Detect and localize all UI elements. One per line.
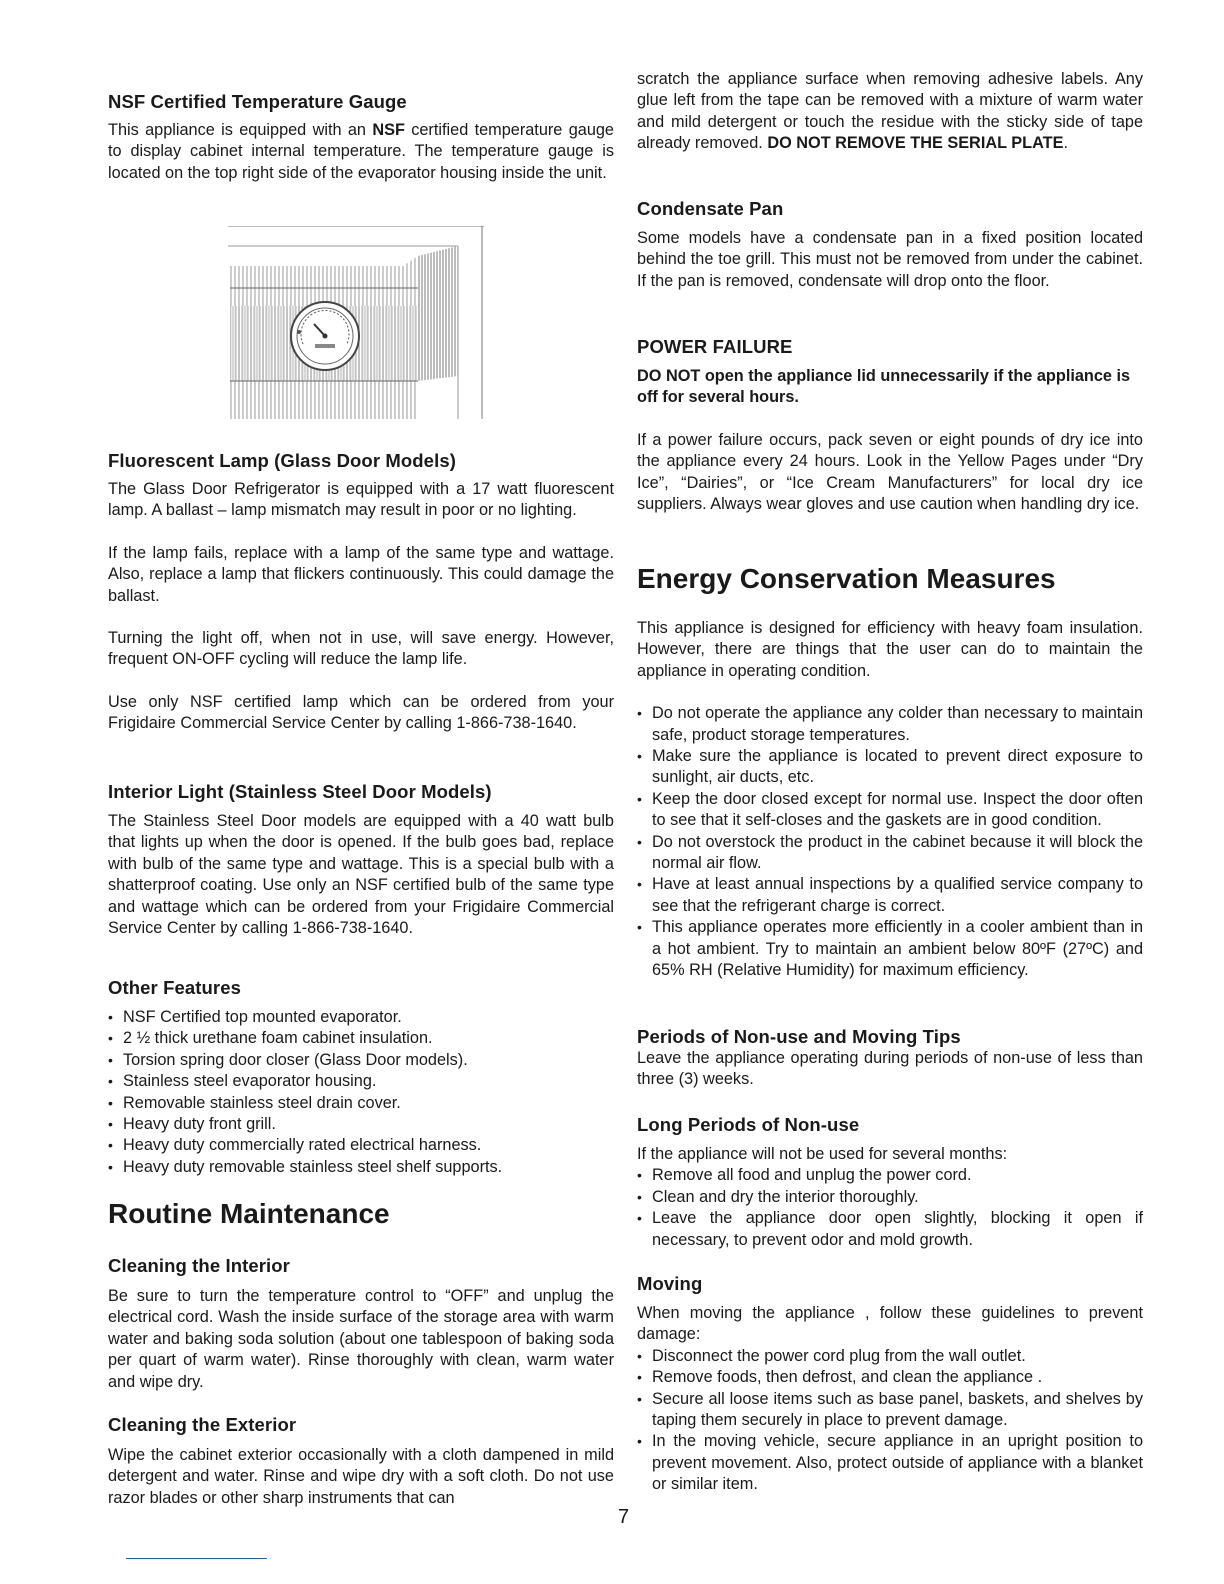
energy-section bbox=[637, 562, 1143, 982]
list-item: • Make sure the appliance is located to prevent direct exposure to sunlight, air ducts, etc. bbox=[637, 746, 1143, 789]
continued-paragraph: scratch the appliance surface when removing adhesive labels. Any glue left from the tape can be removed with a mixture of warm water and mild detergent or touch the residue with the sticky side of tape already removed. DO NOT REMOVE THE SERIAL PLATE. bbox=[637, 70, 1143, 153]
long-periods-list bbox=[637, 1165, 1143, 1251]
routine-maintenance-heading: Routine Maintenance bbox=[108, 1198, 390, 1229]
list-item: • Remove foods, then defrost, and clean the appliance . bbox=[637, 1367, 1143, 1388]
cleaning-exterior-paragraph: Wipe the cabinet exterior occasionally with a cloth dampened in mild detergent and water. Rinse and wipe dry with a soft cloth. Do not use razor blades or other sharp instruments that can bbox=[108, 1446, 614, 1507]
fluorescent-paragraph-4: Use only NSF certified lamp which can be ordered from your Frigidaire Commercial Service Center by calling 1-866-738-1640. bbox=[108, 692, 614, 733]
interior-light-heading: Interior Light (Stainless Steel Door Models) bbox=[108, 781, 492, 802]
power-failure-heading: POWER FAILURE bbox=[637, 336, 793, 357]
list-item: • This appliance operates more efficiently in a cooler ambient than in a hot ambient. Try to maintain an ambient below 80ºF (27ºC) and 65% RH (Relative Humidity) for maximum efficiency. bbox=[637, 917, 1143, 981]
condensate-heading: Condensate Pan bbox=[637, 198, 784, 219]
cleaning-exterior-heading: Cleaning the Exterior bbox=[108, 1414, 297, 1435]
other-features-list bbox=[108, 1007, 614, 1178]
list-item: • Heavy duty commercially rated electrical harness. bbox=[108, 1135, 614, 1156]
footer-divider bbox=[126, 1558, 267, 1559]
fluorescent-paragraph-1: The Glass Door Refrigerator is equipped with a 17 watt fluorescent lamp. A ballast – lamp mismatch may result in poor or no lighting. bbox=[108, 480, 614, 520]
list-item: • Clean and dry the interior thoroughly. bbox=[637, 1187, 1143, 1208]
list-item: • 2 ½ thick urethane foam cabinet insulation. bbox=[108, 1028, 614, 1049]
list-item: • Removable stainless steel drain cover. bbox=[108, 1093, 614, 1114]
cleaning-exterior-section bbox=[108, 1413, 614, 1509]
power-failure-warning: DO NOT open the appliance lid unnecessarily if the appliance is off for several hours. bbox=[637, 367, 1131, 407]
interior-light-paragraph: The Stainless Steel Door models are equipped with a 40 watt bulb that lights up when the door is opened. If the bulb goes bad, replace with bulb of the same type and wattage. This is a special bulb with a shatterproof coating. Use only an NSF certified bulb of the same type and wattage which can be ordered from your Frigidaire Commercial Service Center by calling 1-866-738-1640. bbox=[108, 812, 614, 938]
condensate-paragraph: Some models have a condensate pan in a fixed position located behind the toe grill. This must not be removed from under the cabinet. If the pan is removed, condensate will drop onto the floor. bbox=[637, 229, 1143, 290]
periods-heading: Periods of Non-use and Moving Tips bbox=[637, 1026, 961, 1047]
fluorescent-paragraph-3: Turning the light off, when not in use, will save energy. However, frequent ON-OFF cycling will reduce the lamp life. bbox=[108, 629, 614, 669]
list-item: • In the moving vehicle, secure appliance in an upright position to prevent movement. Also, protect outside of appliance with a blanket or similar item. bbox=[637, 1431, 1143, 1495]
moving-heading: Moving bbox=[637, 1273, 703, 1294]
list-item: • Heavy duty removable stainless steel shelf supports. bbox=[108, 1157, 614, 1178]
temperature-gauge-illustration bbox=[118, 226, 484, 419]
list-item: • Have at least annual inspections by a qualified service company to see that the refrigerant charge is correct. bbox=[637, 874, 1143, 917]
cleaning-interior-section bbox=[108, 1254, 614, 1393]
condensate-section bbox=[637, 197, 1143, 292]
cleaning-interior-paragraph: Be sure to turn the temperature control to “OFF” and unplug the electrical cord. Wash the inside surface of the storage area with warm water and baking soda solution (about one tablespoon of baking soda per quart of warm water). Rinse thoroughly with clean, warm water and wipe dry. bbox=[108, 1287, 614, 1391]
page-number: 7 bbox=[618, 1506, 630, 1528]
list-item: • Do not operate the appliance any colder than necessary to maintain safe, product storage temperatures. bbox=[637, 703, 1143, 746]
list-item: • Stainless steel evaporator housing. bbox=[108, 1071, 614, 1092]
long-periods-section bbox=[637, 1113, 1143, 1251]
routine-maintenance-section bbox=[108, 1197, 614, 1231]
power-failure-paragraph: If a power failure occurs, pack seven or eight pounds of dry ice into the appliance every 24 hours. Look in the Yellow Pages under “Dry Ice”, “Dairies”, or “Ice Cream Manufacturers” for local dry ice suppliers. Always wear gloves and use caution when handling dry ice. bbox=[637, 430, 1143, 514]
serial-plate-warning: DO NOT REMOVE THE SERIAL PLATE bbox=[767, 134, 1064, 153]
moving-section bbox=[637, 1272, 1143, 1496]
fluorescent-heading: Fluorescent Lamp (Glass Door Models) bbox=[108, 450, 456, 471]
fluorescent-paragraph-2: If the lamp fails, replace with a lamp of the same type and wattage. Also, replace a lamp that flickers continuously. This could damage the ballast. bbox=[108, 543, 614, 605]
power-failure-section bbox=[637, 335, 1143, 515]
list-item: • Heavy duty front grill. bbox=[108, 1114, 614, 1135]
list-item: • Torsion spring door closer (Glass Door models). bbox=[108, 1050, 614, 1071]
nsf-paragraph: This appliance is equipped with an NSF certified temperature gauge to display cabinet internal temperature. The temperature gauge is located on the top right side of the evaporator housing inside the unit. bbox=[108, 121, 614, 182]
interior-light-section bbox=[108, 780, 614, 939]
list-item: • Leave the appliance door open slightly, blocking it open if necessary, to prevent odor and mold growth. bbox=[637, 1208, 1143, 1251]
list-item: • Secure all loose items such as base panel, baskets, and shelves by taping them securely in place to prevent damage. bbox=[637, 1389, 1143, 1432]
periods-paragraph: Leave the appliance operating during periods of non-use of less than three (3) weeks. bbox=[637, 1049, 1143, 1089]
list-item: • Keep the door closed except for normal use. Inspect the door often to see that it self-closes and the gaskets are in good condition. bbox=[637, 789, 1143, 832]
list-item: • Do not overstock the product in the cabinet because it will block the normal air flow. bbox=[637, 832, 1143, 875]
moving-paragraph: When moving the appliance , follow these guidelines to prevent damage: bbox=[637, 1304, 1143, 1344]
other-features-heading: Other Features bbox=[108, 977, 241, 998]
periods-section bbox=[637, 1025, 1143, 1091]
energy-heading: Energy Conservation Measures bbox=[637, 563, 1056, 594]
moving-list bbox=[637, 1346, 1143, 1496]
long-periods-heading: Long Periods of Non-use bbox=[637, 1114, 860, 1135]
energy-list bbox=[637, 703, 1143, 981]
list-item: • Disconnect the power cord plug from the wall outlet. bbox=[637, 1346, 1143, 1367]
fluorescent-section bbox=[108, 449, 614, 735]
cleaning-interior-heading: Cleaning the Interior bbox=[108, 1255, 290, 1276]
nsf-heading: NSF Certified Temperature Gauge bbox=[108, 91, 407, 112]
nsf-section bbox=[108, 90, 614, 184]
energy-paragraph: This appliance is designed for efficiency with heavy foam insulation. However, there are things that the user can do to maintain the appliance in operating condition. bbox=[637, 619, 1143, 680]
nsf-strong: NSF bbox=[372, 121, 405, 139]
list-item: • Remove all food and unplug the power cord. bbox=[637, 1165, 1143, 1186]
continued-paragraph-block bbox=[637, 69, 1143, 155]
other-features-section bbox=[108, 976, 614, 1178]
long-periods-paragraph: If the appliance will not be used for several months: bbox=[637, 1145, 1008, 1163]
list-item: • NSF Certified top mounted evaporator. bbox=[108, 1007, 614, 1028]
